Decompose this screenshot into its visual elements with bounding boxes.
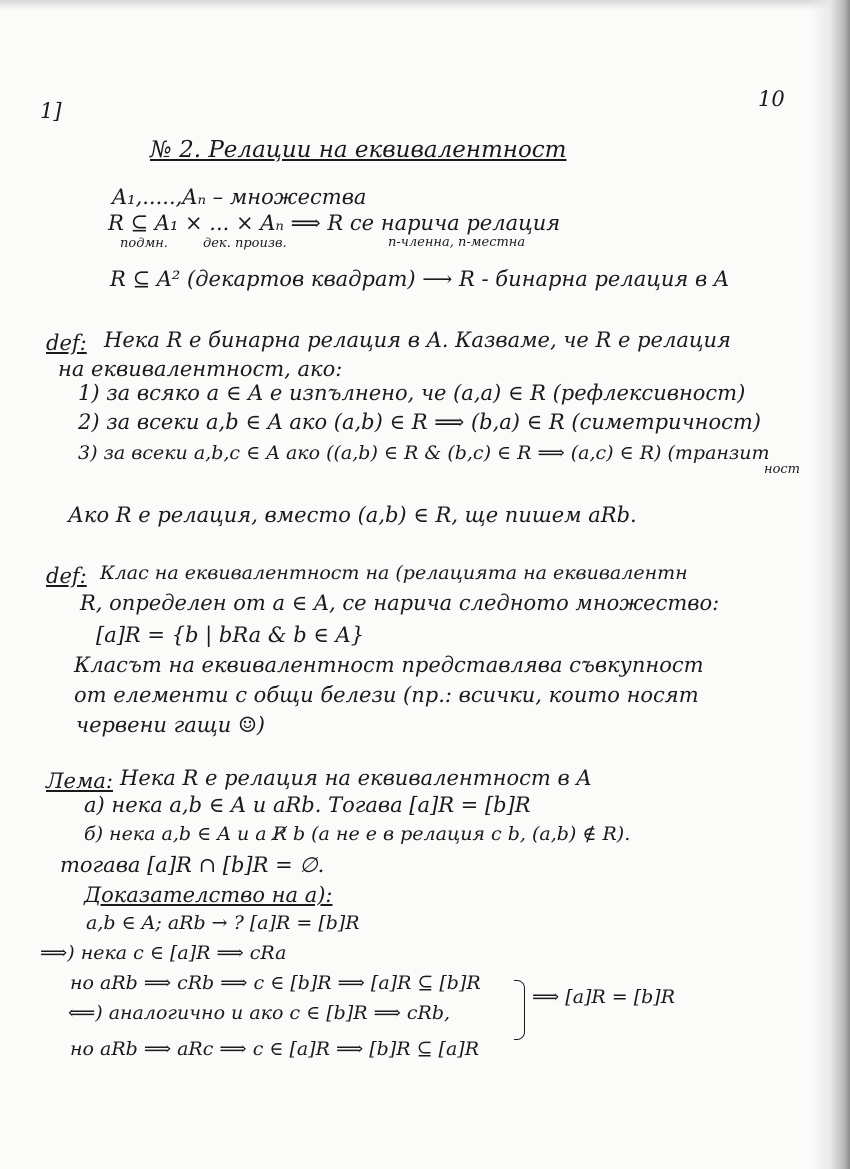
proof-line-3: но aRb ⟹ cRb ⟹ c ∈ [b]R ⟹ [a]R ⊆ [b]R: [70, 972, 481, 994]
definition2-line-2: R, определен от a ∈ A, се нарича следното множество:: [80, 591, 720, 615]
definition-symmetric: 2) за всеки a,b ∈ A ако (a,b) ∈ R ⟹ (b,a) ∈ R (симетричност): [78, 410, 761, 434]
left-page-mark: 1]: [40, 99, 62, 123]
definition-notation-note: Ако R е релация, вместо (a,b) ∈ R, ще пишем aRb.: [68, 503, 637, 527]
definition2-line-4: от елементи с общи белези (пр.: всички, които носят: [74, 683, 699, 707]
definition2-line-3: Класът на еквивалентност представлява съвкупност: [74, 653, 704, 677]
equivalence-class-formula: [a]R = {b | bRa & b ∈ A}: [96, 623, 365, 647]
scan-shadow-right: [810, 0, 850, 1169]
definition-line-1: Нека R е бинарна релация в A. Казваме, че R е релация: [104, 328, 731, 352]
lemma-line-1: Нека R е релация на еквивалентност в A: [120, 766, 592, 790]
definition2-label: def:: [46, 564, 87, 588]
lemma-part-a: a) нека a,b ∈ A и aRb. Тогава [a]R = [b]R: [84, 793, 531, 817]
lemma-label: Лема:: [46, 769, 113, 793]
proof-brace: [514, 980, 525, 1040]
definition-transitive-tail: ност: [764, 462, 800, 477]
definition-label: def:: [46, 331, 87, 355]
proof-conclusion: ⟹ [a]R = [b]R: [532, 986, 676, 1008]
intro-note-subset: подмн.: [120, 236, 168, 251]
definition2-line-5: червени гащи ☺): [76, 713, 265, 737]
page-title: № 2. Релации на еквивалентност: [150, 137, 567, 163]
definition-transitive: 3) за всеки a,b,c ∈ A ако ((a,b) ∈ R & (b,c) ∈ R ⟹ (a,c) ∈ R) (транзит: [78, 442, 770, 464]
page-number: 10: [758, 87, 785, 111]
intro-note-product: дек. произв.: [203, 236, 287, 251]
proof-line-4: ⟸) аналогично и ако c ∈ [b]R ⟹ cRb,: [68, 1002, 451, 1024]
definition2-line-1: Клас на еквивалентност на (релацията на еквивалентн: [100, 562, 688, 584]
proof-line-5: но aRb ⟹ aRc ⟹ c ∈ [a]R ⟹ [b]R ⊆ [a]R: [70, 1038, 480, 1060]
proof-heading: Доказателство на a):: [84, 883, 333, 907]
proof-line-2: ⟹) нека c ∈ [a]R ⟹ cRa: [40, 942, 287, 964]
scan-shadow-top: [0, 0, 850, 10]
definition-line-2: на еквивалентност, ако:: [58, 357, 343, 381]
intro-binary-line: R ⊆ A² (декартов квадрат) ⟶ R - бинарна релация в A: [110, 267, 730, 291]
intro-relation-line: R ⊆ A₁ × ... × Aₙ ⟹ R се нарича релация: [108, 211, 561, 235]
proof-line-1: a,b ∈ A; aRb → ? [a]R = [b]R: [86, 912, 360, 934]
intro-sets-line: A₁,.....,Aₙ – множества: [112, 185, 367, 209]
lemma-conclusion: тогава [a]R ∩ [b]R = ∅.: [60, 853, 325, 877]
definition-reflexive: 1) за всяко a ∈ A е изпълнено, че (a,a) ∈ R (рефлексивност): [78, 381, 746, 405]
lemma-part-b: б) нека a,b ∈ A и a R̸ b (a не е в релация с b, (a,b) ∉ R).: [84, 823, 631, 845]
intro-note-arity: n-членна, n-местна: [388, 235, 526, 250]
